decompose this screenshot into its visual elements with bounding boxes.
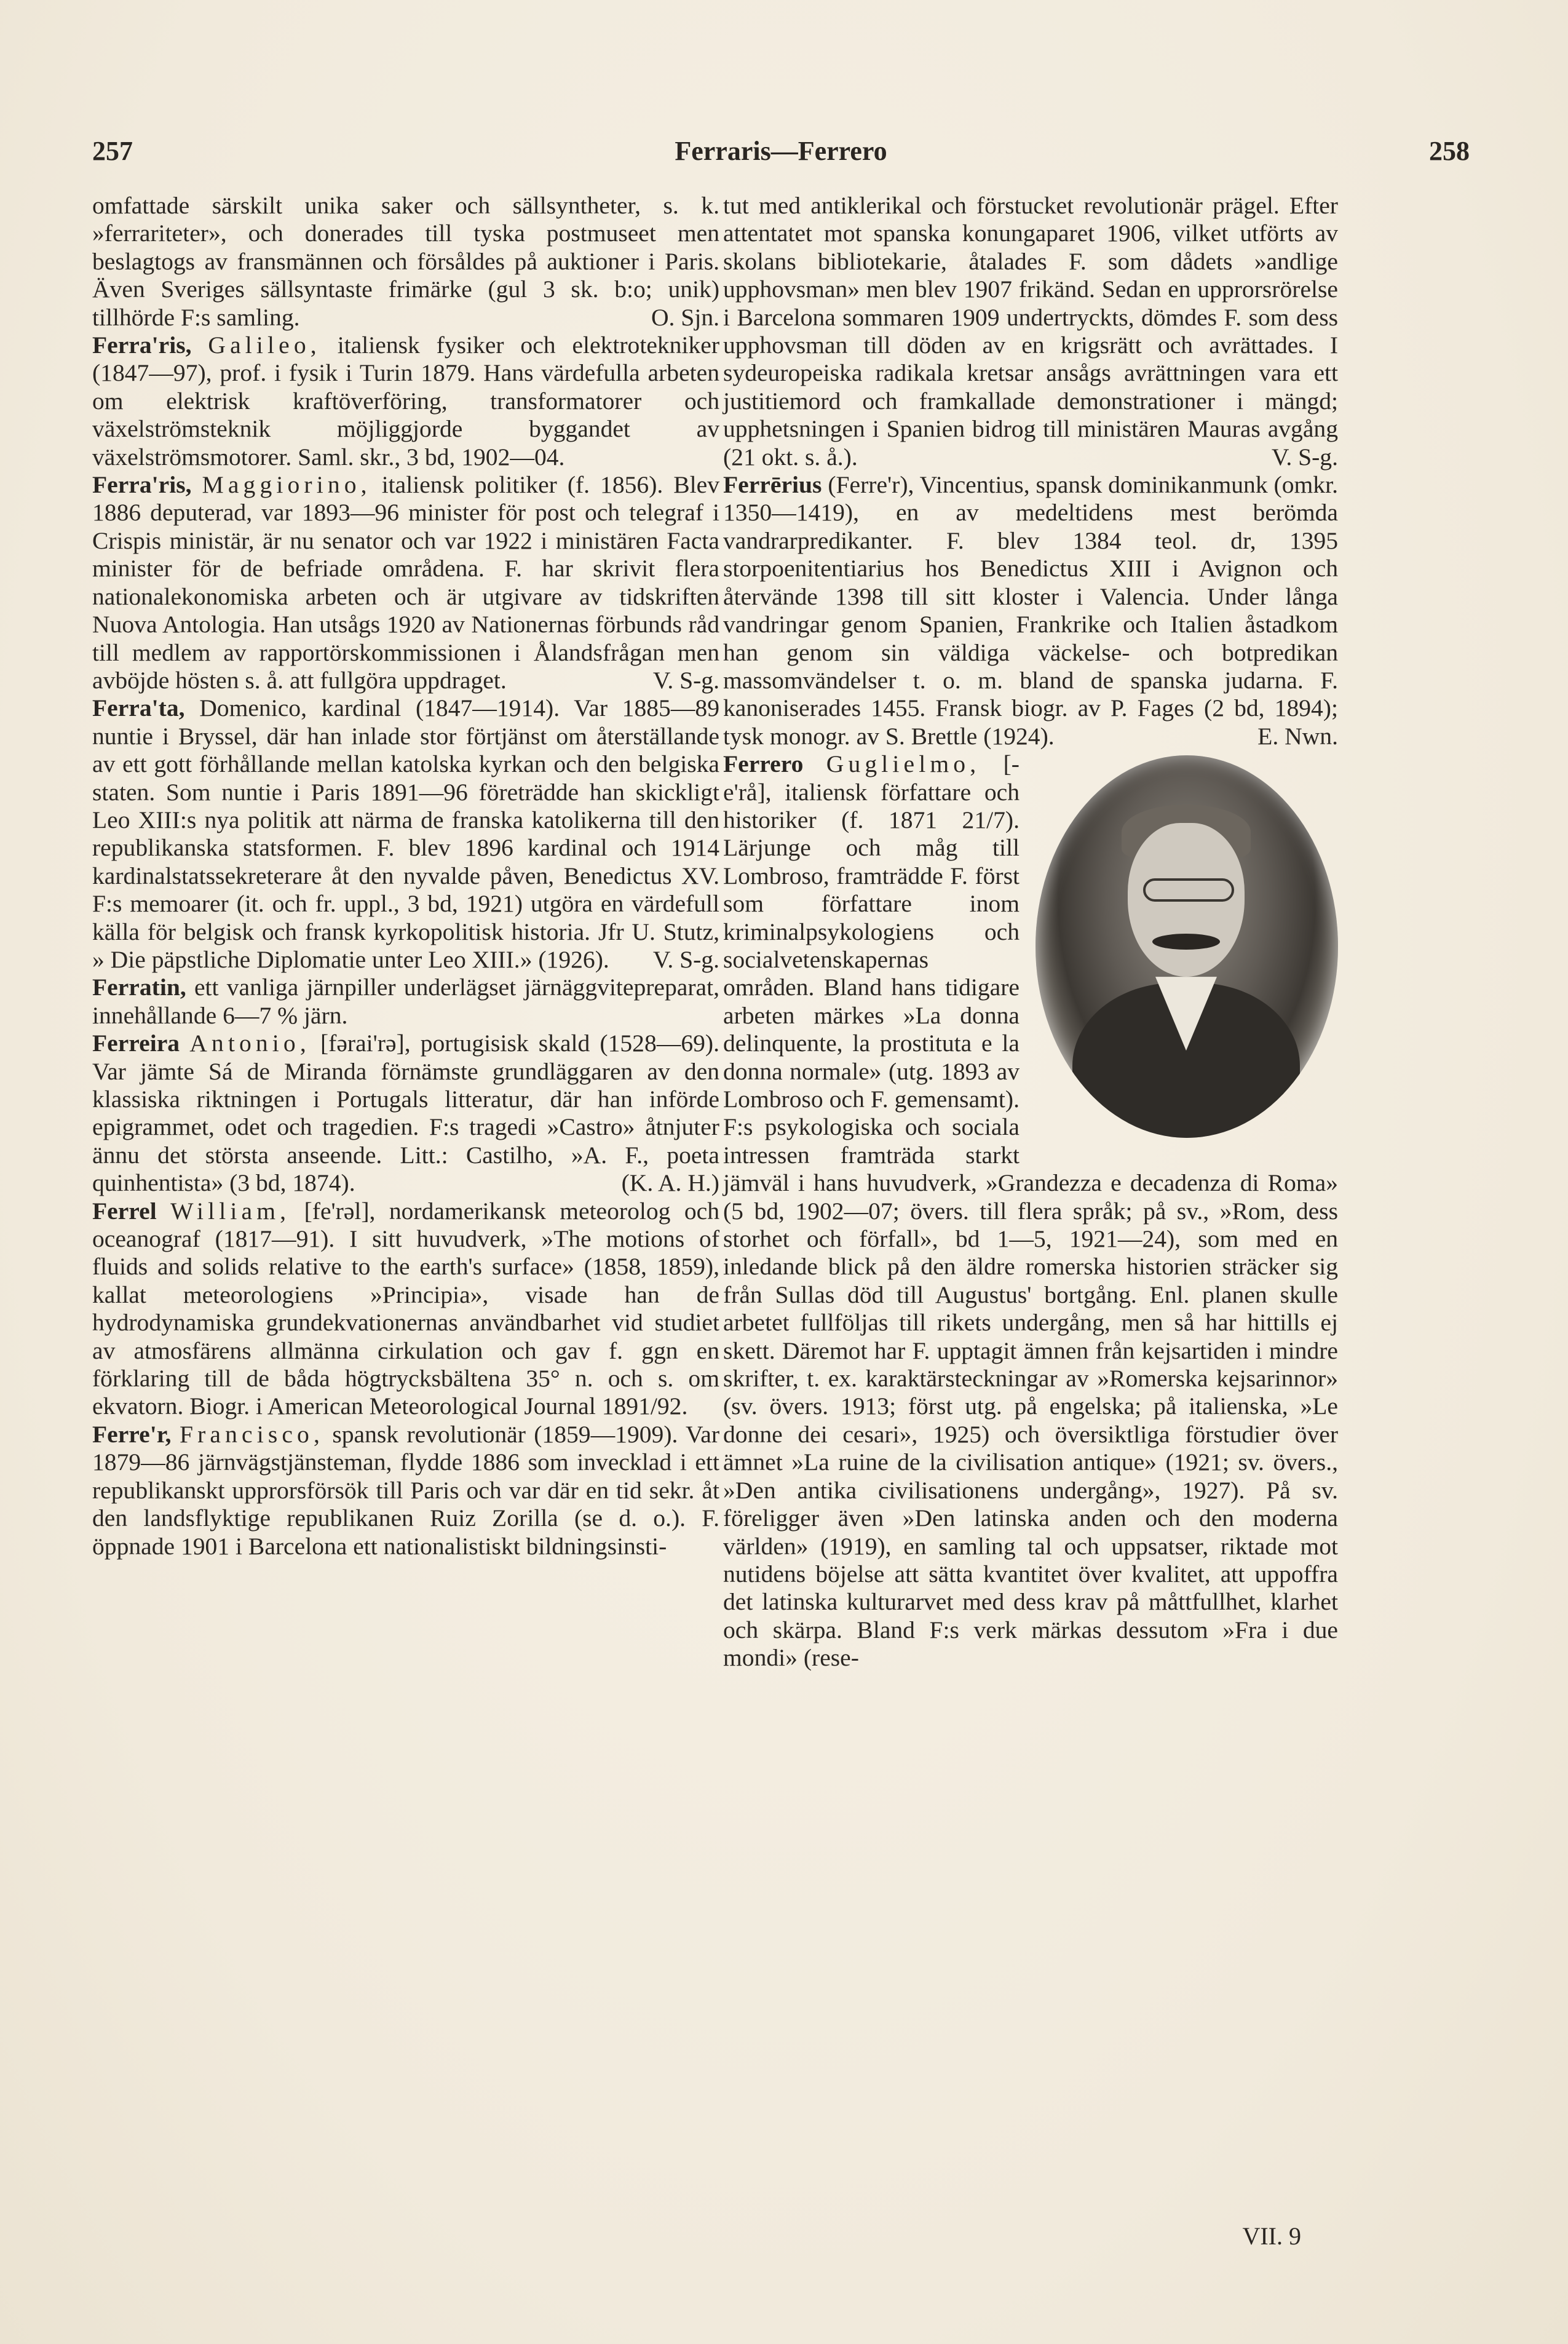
entry-text: [-e'rå], italiensk författare och historiker (f. 1871 21/7). Lärjunge och måg till Lombroso, framträdde F. först som författare inom kriminalpsykologiens och socialvetenskapernas områden. Bland hans tidigare arbeten märkes »La donna delinquente, la prostituta e la donna normale» (utg. 1893 av Lombroso och F. gemensamt). F:s psykologiska och sociala intressen framträda starkt jämväl i hans huvudverk, »Grandezza e decadenza di Roma» (5 bd, 1902—07; övers. till flera språk; på sv., »Rom, dess storhet och förfall», bd 1—5, 1921—24), som med en inledande blick på den äldre romerska historien sträcker sig från Sullas död till Augustus' bortgång. Enl. planen skulle arbetet fullföljas till rikets undergång, men så har hittills ej skett. Däremot har F. upptagit ämnen från kejsartiden i mindre skrifter, t. ex. karaktärsteckningar av »Romerska kejsarinnor» (sv. övers. 1913; först utg. på engelska; på italienska, »Le donne dei cesari», 1925) och översiktliga förstudier över ämnet »La ruine de la civilisation antique» (1921; sv. övers., »Den antika civilisationens undergång», 1927). På sv. föreligger även »Den latinska anden och den moderna världen» (1919), en samling tal och uppsatser, riktade mot nutidens böjelse att sätta kvantitet över kvalitet, att uppoffra det latinska kulturarvet med dess krav på måttfullhet, klarhet och skärpa. Bland F:s verk märkas dessutom »Fra i due mondi» (rese- xyxy=(723,750,1338,1672)
entry-text: omfattade särskilt unika saker och sällsyntheter, s. k. »ferrariteter», och donerades till tyska postmuseet men beslagtogs av fransmännen och försåldes på auktioner i Paris. Även Sveriges sällsyntaste frimärke (gul 3 sk. b:o; unik) tillhörde F:s samling. xyxy=(92,192,719,331)
entry-headword: Ferra'ta, xyxy=(92,694,185,722)
entry-ferratin xyxy=(92,974,719,1030)
page-footer xyxy=(719,2222,1338,2251)
page-number-left: 257 xyxy=(92,136,133,166)
entry-ferrata xyxy=(92,694,719,974)
entry-headword: Ferra'ris, xyxy=(92,332,192,359)
entry-forename: Antonio, xyxy=(189,1030,311,1057)
entry-ferraris-galileo xyxy=(92,332,719,471)
entry-headword: Ferrērius xyxy=(723,471,822,499)
entry-forename: Guglielmo, xyxy=(826,750,981,778)
entry-ferrel xyxy=(92,1198,719,1421)
entry-text: italiensk politiker (f. 1856). Blev 1886 deputerad, var 1893—96 minister för post och telegraf i Crispis ministär, är nu senator och var 1922 i ministären Facta minister för de befriade områdena. F. har skrivit flera nationalekonomiska arbeten och är utgivare av tidskriften Nuova Antologia. Han utsågs 1920 av Nationernas förbunds råd till medlem av rapportörskommissionen i Ålandsfrågan men avböjde hösten s. å. att fullgöra uppdraget. xyxy=(92,471,719,694)
signature-mark: VII. 9 xyxy=(1242,2222,1301,2250)
entry-text: italiensk fysiker och elektrotekniker (1847—97), prof. i fysik i Turin 1879. Hans värdefulla arbeten om elektrisk kraftöverföring, transformatorer och växelströmsteknik möjliggjorde byggandet av växelströmsmotorer. Saml. skr., 3 bd, 1902—04. xyxy=(92,332,719,471)
entry-headword: Ferrel xyxy=(92,1197,157,1225)
entry-ferreira xyxy=(92,1030,719,1197)
entry-ferrer-francisco xyxy=(92,1421,719,1560)
right-column xyxy=(723,192,1338,1672)
entry-ferrerius xyxy=(723,471,1338,750)
page-header xyxy=(92,135,1470,178)
entry-headword: Ferratin, xyxy=(92,974,186,1001)
entry-ferraris-maggiorino xyxy=(92,471,719,694)
portrait-glasses xyxy=(1143,878,1234,902)
entry-headword: Ferra'ris, xyxy=(92,471,192,499)
entry-signature: V. S-g. xyxy=(652,945,719,973)
entry-signature: (K. A. H.) xyxy=(621,1169,719,1197)
entry-text: tut med antiklerikal och förstucket revolutionär prägel. Efter attentatet mot spanska konungaparet 1906, vilket utförts av skolans bibliotekarie, åtalades F. som dådets »andlige upphovsman» men blev 1907 frikänd. Sedan en upprorsrörelse i Barcelona sommaren 1909 undertryckts, dömdes F. som dess upphovsman till döden av en krigsrätt och avrättades. I sydeuropeiska radikala kretsar ansågs avrättningen vara ett justitiemord och framkallade demonstrationer i mängd; upphetsningen i Spanien bidrog till ministären Mauras avgång (21 okt. s. å.). xyxy=(723,192,1338,471)
entry-signature: V. S-g. xyxy=(652,666,719,694)
entry-ferrero xyxy=(723,750,1338,1672)
entry-text: Domenico, kardinal (1847—1914). Var 1885—89 nuntie i Bryssel, där han inlade stor förtjänst om återställande av ett gott förhållande mellan katolska kyrkan och den belgiska staten. Som nuntie i Paris 1891—96 företrädde han skickligt Leo XIII:s nya politik att närma de franska katolikerna till den republikanska statsformen. F. blev 1896 kardinal och 1914 kardinalstatssekreterare åt den nyvalde påven, Benedictus XV. F:s memoarer (it. och fr. uppl., 3 bd, 1921) utgöra en värdefull källa för belgisk och fransk kyrkopolitisk historia. Jfr U. Stutz, » Die päpstliche Diplomatie unter Leo XIII.» (1926). xyxy=(92,694,719,973)
entry-text: [fe'rəl], nordamerikansk meteorolog och oceanograf (1817—91). I sitt huvudverk, »The motions of fluids and solids relative to the earth's surface» (1858, 1859), kallat meteorologiens »Principia», visade han de hydrodynamiska grundekvationernas användbarhet vid studiet av atmosfärens allmänna cirkulation och gav f. ggn en förklaring till de båda högtrycksbältena 35° n. och s. om ekvatorn. Biogr. i American Meteorological Journal 1891/92. xyxy=(92,1197,719,1420)
entry-text: [fərai'rə], portugisisk skald (1528—69). Var jämte Sá de Miranda förnämste grundläggaren av den klassiska riktningen i Portugals litteratur, där han införde epigrammet, odet och tragedien. F:s tragedi »Castro» åtnjuter ännu det största anseende. Litt.: Castilho, »A. F., poeta quinhentista» (3 bd, 1874). xyxy=(92,1030,719,1197)
entry-headword: Ferre'r, xyxy=(92,1420,172,1448)
entry-signature: O. Sjn. xyxy=(651,303,719,331)
running-title: Ferraris—Ferrero xyxy=(675,136,887,166)
page-number-right: 258 xyxy=(1429,136,1470,166)
entry-forename: Galileo, xyxy=(208,332,321,359)
entry-forename: Maggiorino, xyxy=(202,471,371,499)
entry-forename: William, xyxy=(170,1197,291,1225)
entry-text: spansk revolutionär (1859—1909). Var 1879—86 järnvägstjänsteman, flydde 1886 som invecklad i ett republikanskt upprorsförsök till Paris och var där en tid sekr. åt den landsflyktige republikanen Ruiz Zorilla (se d. o.). F. öppnade 1901 i Barcelona ett nationalistiskt bildningsinsti- xyxy=(92,1420,719,1560)
entry-continuation xyxy=(92,192,719,332)
entry-headword: Ferreira xyxy=(92,1030,180,1057)
entry-text: (Ferre'r), Vincentius, spansk dominikanmunk (omkr. 1350—1419), en av medeltidens mest berömda vandrarpredikanter. F. blev 1384 teol. dr, 1395 storpoenitentiarius hos Benedictus XIII i Avignon och återvände 1398 till sitt kloster i Valencia. Under långa vandringar genom Spanien, Frankrike och Italien åstadkom han genom sin väldiga väckelse- och botpredikan massomvändelser t. o. m. bland de spanska judarna. F. kanoniserades 1455. Fransk biogr. av P. Fages (2 bd, 1894); tysk monogr. av S. Brettle (1924). xyxy=(723,471,1338,750)
entry-headword: Ferrero xyxy=(723,750,804,778)
entry-signature: V. S-g. xyxy=(1271,443,1338,471)
left-column xyxy=(92,192,719,1560)
entry-continuation xyxy=(723,192,1338,471)
entry-forename: Francisco, xyxy=(179,1420,324,1448)
entry-signature: E. Nwn. xyxy=(1257,722,1338,750)
portrait-photo xyxy=(1035,755,1338,1138)
portrait-mustache xyxy=(1152,934,1220,950)
entry-text: ett vanliga järnpiller underlägset järnäggvitepreparat, innehållande 6—7 % järn. xyxy=(92,974,719,1029)
